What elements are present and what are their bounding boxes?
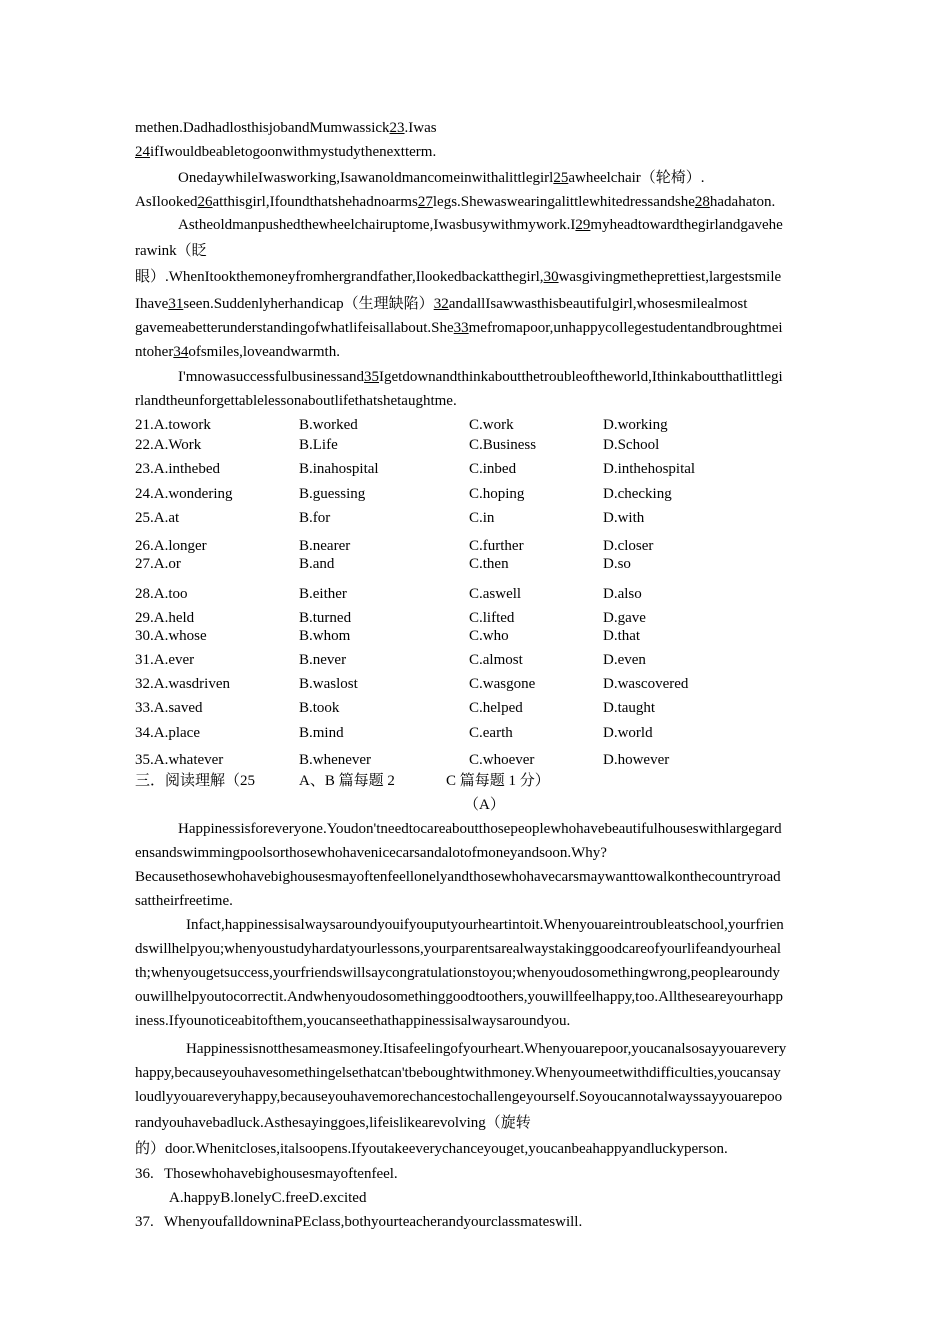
option-choice: B.whenever bbox=[299, 752, 372, 768]
option-choice: C.lifted bbox=[469, 610, 515, 626]
cloze-line bbox=[178, 218, 783, 233]
section-scoring-ab: A、B 篇每题 2 bbox=[299, 773, 395, 789]
option-row-number-a: 34.A.place bbox=[135, 725, 200, 741]
option-choice: C.wasgone bbox=[469, 676, 536, 692]
option-choice: C.who bbox=[469, 628, 509, 644]
option-choice: B.guessing bbox=[299, 486, 366, 502]
option-row-number-a: 29.A.held bbox=[135, 610, 195, 626]
passage-text: Ihave bbox=[135, 296, 169, 312]
option-row-number-a: 21.A.towork bbox=[135, 417, 211, 433]
question-number: 37. bbox=[135, 1214, 154, 1230]
reading-line: Becausethosewhohavebighousesmayoftenfeellonelyandthosewhohavecarsmaywanttowalkonthecountryroad bbox=[135, 869, 781, 885]
passage-text: atthisgirl,Ifoundthatshehadnoarms bbox=[212, 194, 418, 210]
passage-text: mefromapoor,unhappycollegestudentandbroughtmei bbox=[468, 320, 783, 336]
blank-number: 26 bbox=[197, 194, 213, 210]
option-row-number-a: 22.A.Work bbox=[135, 437, 202, 453]
question-number: 36. bbox=[135, 1166, 154, 1182]
section-title: 三．阅读理解（25 bbox=[135, 773, 256, 789]
blank-number: 24 bbox=[135, 144, 150, 160]
blank-number: 23 bbox=[389, 120, 405, 136]
option-choice: C.further bbox=[469, 538, 524, 554]
option-choice: B.took bbox=[299, 700, 340, 716]
option-row-number-a: 31.A.ever bbox=[135, 652, 195, 668]
option-choice: D.so bbox=[603, 556, 631, 572]
passage-text: AsIlooked bbox=[135, 194, 198, 210]
option-choice: C.in bbox=[469, 510, 495, 526]
question-stem: Thosewhohavebighousesmayoftenfeel. bbox=[164, 1166, 398, 1182]
passage-text: andallIsawwasthisbeautifulgirl,whosesmilealmost bbox=[448, 296, 748, 312]
option-choice: C.almost bbox=[469, 652, 523, 668]
option-row-number-a: 28.A.too bbox=[135, 586, 188, 602]
reading-line: Happinessisforeveryone.Youdon'tneedtocareaboutthosepeoplewhohavebeautifulhouseswithlargegard bbox=[178, 821, 782, 837]
passage-text: Igetdownandthinkaboutthetroubleoftheworld,Ithinkaboutthatlittlegi bbox=[379, 369, 783, 385]
reading-line: happy,becauseyouhavesomethingelsethatcan'tbeboughtwithmoney.Whenyoumeetwithdifficulties,youcansay bbox=[135, 1065, 781, 1081]
option-choice: C.earth bbox=[469, 725, 513, 741]
option-choice: B.nearer bbox=[299, 538, 351, 554]
option-row-number-a: 23.A.inthebed bbox=[135, 461, 220, 477]
cloze-line bbox=[135, 195, 775, 210]
option-choice: D.even bbox=[603, 652, 646, 668]
option-choice: B.turned bbox=[299, 610, 352, 626]
blank-number: 27 bbox=[417, 194, 433, 210]
section-scoring-c: C 篇每题 1 分） bbox=[446, 773, 550, 789]
option-choice: D.gave bbox=[603, 610, 646, 626]
option-row-number-a: 32.A.wasdriven bbox=[135, 676, 230, 692]
option-choice: C.then bbox=[469, 556, 509, 572]
option-choice: C.whoever bbox=[469, 752, 535, 768]
passage-text: 眼）.WhenItookthemoneyfromhergrandfather,Ilookedbackatthegirl, bbox=[135, 269, 544, 285]
option-choice: B.either bbox=[299, 586, 347, 602]
cloze-line bbox=[135, 394, 457, 409]
reading-line: Happinessisnotthesameasmoney.Itisafeelingofyourheart.Whenyouarepoor,youcanalsosayyouarevery bbox=[186, 1041, 787, 1057]
option-choice: D.world bbox=[603, 725, 653, 741]
reading-line: ouwillhelpyoutocorrectit.Andwhenyoudosomethinggoodtoothers,youwillfeelhappy,too.Alltheseareyourhapp bbox=[135, 989, 784, 1005]
option-row-number-a: 30.A.whose bbox=[135, 628, 207, 644]
passage-text: OnedaywhileIwasworking,Isawanoldmancomeinwithalittlegirl bbox=[178, 170, 554, 186]
option-choice: D.closer bbox=[603, 538, 654, 554]
reading-line: th;whenyougetsuccess,yourfriendswillsaycongratulationstoyou;whenyoudosomethingwrong,peoplearoundy bbox=[135, 965, 780, 981]
cloze-line bbox=[135, 121, 437, 136]
passage-text: myheadtowardthegirlandgavehe bbox=[590, 217, 783, 233]
option-choice: B.mind bbox=[299, 725, 344, 741]
passage-text: ntoher bbox=[135, 344, 174, 360]
option-choice: D.working bbox=[603, 417, 668, 433]
reading-line: randyouhavebadluck.Asthesayinggoes,lifeislikearevolving（旋转 bbox=[135, 1115, 531, 1131]
cloze-line bbox=[135, 244, 207, 259]
blank-number: 32 bbox=[433, 296, 449, 312]
cloze-line bbox=[178, 171, 705, 186]
cloze-line bbox=[135, 145, 436, 160]
option-choice: C.work bbox=[469, 417, 514, 433]
cloze-line bbox=[135, 345, 340, 360]
passage-text: Astheoldmanpushedthewheelchairuptome,Iwasbusywithmywork.I bbox=[178, 217, 576, 233]
option-choice: D.with bbox=[603, 510, 645, 526]
option-choice: D.taught bbox=[603, 700, 656, 716]
cloze-line bbox=[135, 270, 781, 285]
option-row-number-a: 35.A.whatever bbox=[135, 752, 224, 768]
option-choice: D.also bbox=[603, 586, 642, 602]
blank-number: 31 bbox=[168, 296, 184, 312]
option-choice: D.that bbox=[603, 628, 641, 644]
option-choice: D.however bbox=[603, 752, 670, 768]
option-row-number-a: 25.A.at bbox=[135, 510, 180, 526]
option-choice: B.never bbox=[299, 652, 347, 668]
blank-number: 30 bbox=[543, 269, 559, 285]
passage-text: legs.Shewaswearingalittlewhitedressandshe bbox=[432, 194, 695, 210]
option-choice: B.and bbox=[299, 556, 335, 572]
option-choice: B.worked bbox=[299, 417, 358, 433]
passage-text: hadahaton. bbox=[709, 194, 776, 210]
reading-line: iness.Ifyounoticeabitofthem,youcanseethathappinessisalwaysaroundyou. bbox=[135, 1013, 571, 1029]
blank-number: 33 bbox=[453, 320, 469, 336]
cloze-line bbox=[135, 321, 783, 336]
option-row-number-a: 24.A.wondering bbox=[135, 486, 233, 502]
option-choice: D.checking bbox=[603, 486, 672, 502]
passage-text: ofsmiles,loveandwarmth. bbox=[188, 344, 340, 360]
passage-label: （A） bbox=[464, 797, 505, 813]
option-row-number-a: 33.A.saved bbox=[135, 700, 203, 716]
option-choice: B.inahospital bbox=[299, 461, 379, 477]
passage-text: wasgivingmetheprettiest,largestsmile bbox=[558, 269, 782, 285]
option-choice: B.for bbox=[299, 510, 331, 526]
reading-line: dswillhelpyou;whenyoustudyhardatyourlessons,yourparentsarealwaystakinggoodcareofyourlifeandyourheal bbox=[135, 941, 782, 957]
passage-text: awheelchair（轮椅）. bbox=[568, 170, 705, 186]
option-choice: C.aswell bbox=[469, 586, 522, 602]
option-choice: D.inthehospital bbox=[603, 461, 696, 477]
option-choice: C.Business bbox=[469, 437, 537, 453]
blank-number: 29 bbox=[575, 217, 591, 233]
reading-line: 的）door.Whenitcloses,italsoopens.Ifyoutakeeverychanceyouget,youcanbeahappyandluckyperson. bbox=[135, 1141, 728, 1157]
reading-line: ensandswimmingpoolsorthosewhohavenicecarsandalotofmoneyandsoon.Why? bbox=[135, 845, 607, 861]
passage-text: ifIwouldbeabletogoonwithmystudythenextterm. bbox=[150, 144, 437, 160]
passage-text: seen.Suddenlyherhandicap（生理缺陷） bbox=[183, 296, 434, 312]
cloze-line bbox=[178, 370, 783, 385]
option-choice: D.School bbox=[603, 437, 660, 453]
option-choice: C.inbed bbox=[469, 461, 517, 477]
passage-text: rlandtheunforgettablelessonaboutlifethatshetaughtme. bbox=[135, 393, 457, 409]
cloze-line bbox=[135, 297, 747, 312]
blank-number: 35 bbox=[364, 369, 379, 385]
passage-text: rawink（眨 bbox=[135, 243, 207, 259]
blank-number: 25 bbox=[553, 170, 569, 186]
blank-number: 34 bbox=[173, 344, 189, 360]
option-choice: B.Life bbox=[299, 437, 338, 453]
option-choice: C.helped bbox=[469, 700, 523, 716]
option-choice: C.hoping bbox=[469, 486, 525, 502]
option-row-number-a: 27.A.or bbox=[135, 556, 181, 572]
passage-text: .Iwas bbox=[404, 120, 437, 136]
question-stem: WhenyoufalldowninaPEclass,bothyourteacherandyourclassmateswill. bbox=[164, 1214, 583, 1230]
blank-number: 28 bbox=[694, 194, 710, 210]
reading-line: Infact,happinessisalwaysaroundyouifyouputyourheartintoit.Whenyouareintroubleatschool,yourfrien bbox=[186, 917, 784, 933]
passage-text: I'mnowasuccessfulbusinessand bbox=[178, 369, 364, 385]
question-choices: A.happyB.lonelyC.freeD.excited bbox=[169, 1190, 367, 1206]
option-row-number-a: 26.A.longer bbox=[135, 538, 207, 554]
reading-line: loudlyyouareveryhappy,becauseyouhavemorechancestochallengeyourself.Soyoucannotalwayssayyouarepoo bbox=[135, 1089, 783, 1105]
passage-text: methen.DadhadlosthisjobandMumwassick bbox=[135, 120, 390, 136]
option-choice: D.wascovered bbox=[603, 676, 689, 692]
option-choice: B.whom bbox=[299, 628, 351, 644]
passage-text: gavemeabetterunderstandingofwhatlifeisallabout.She bbox=[135, 320, 454, 336]
option-choice: B.waslost bbox=[299, 676, 358, 692]
reading-line: sattheirfreetime. bbox=[135, 893, 233, 909]
